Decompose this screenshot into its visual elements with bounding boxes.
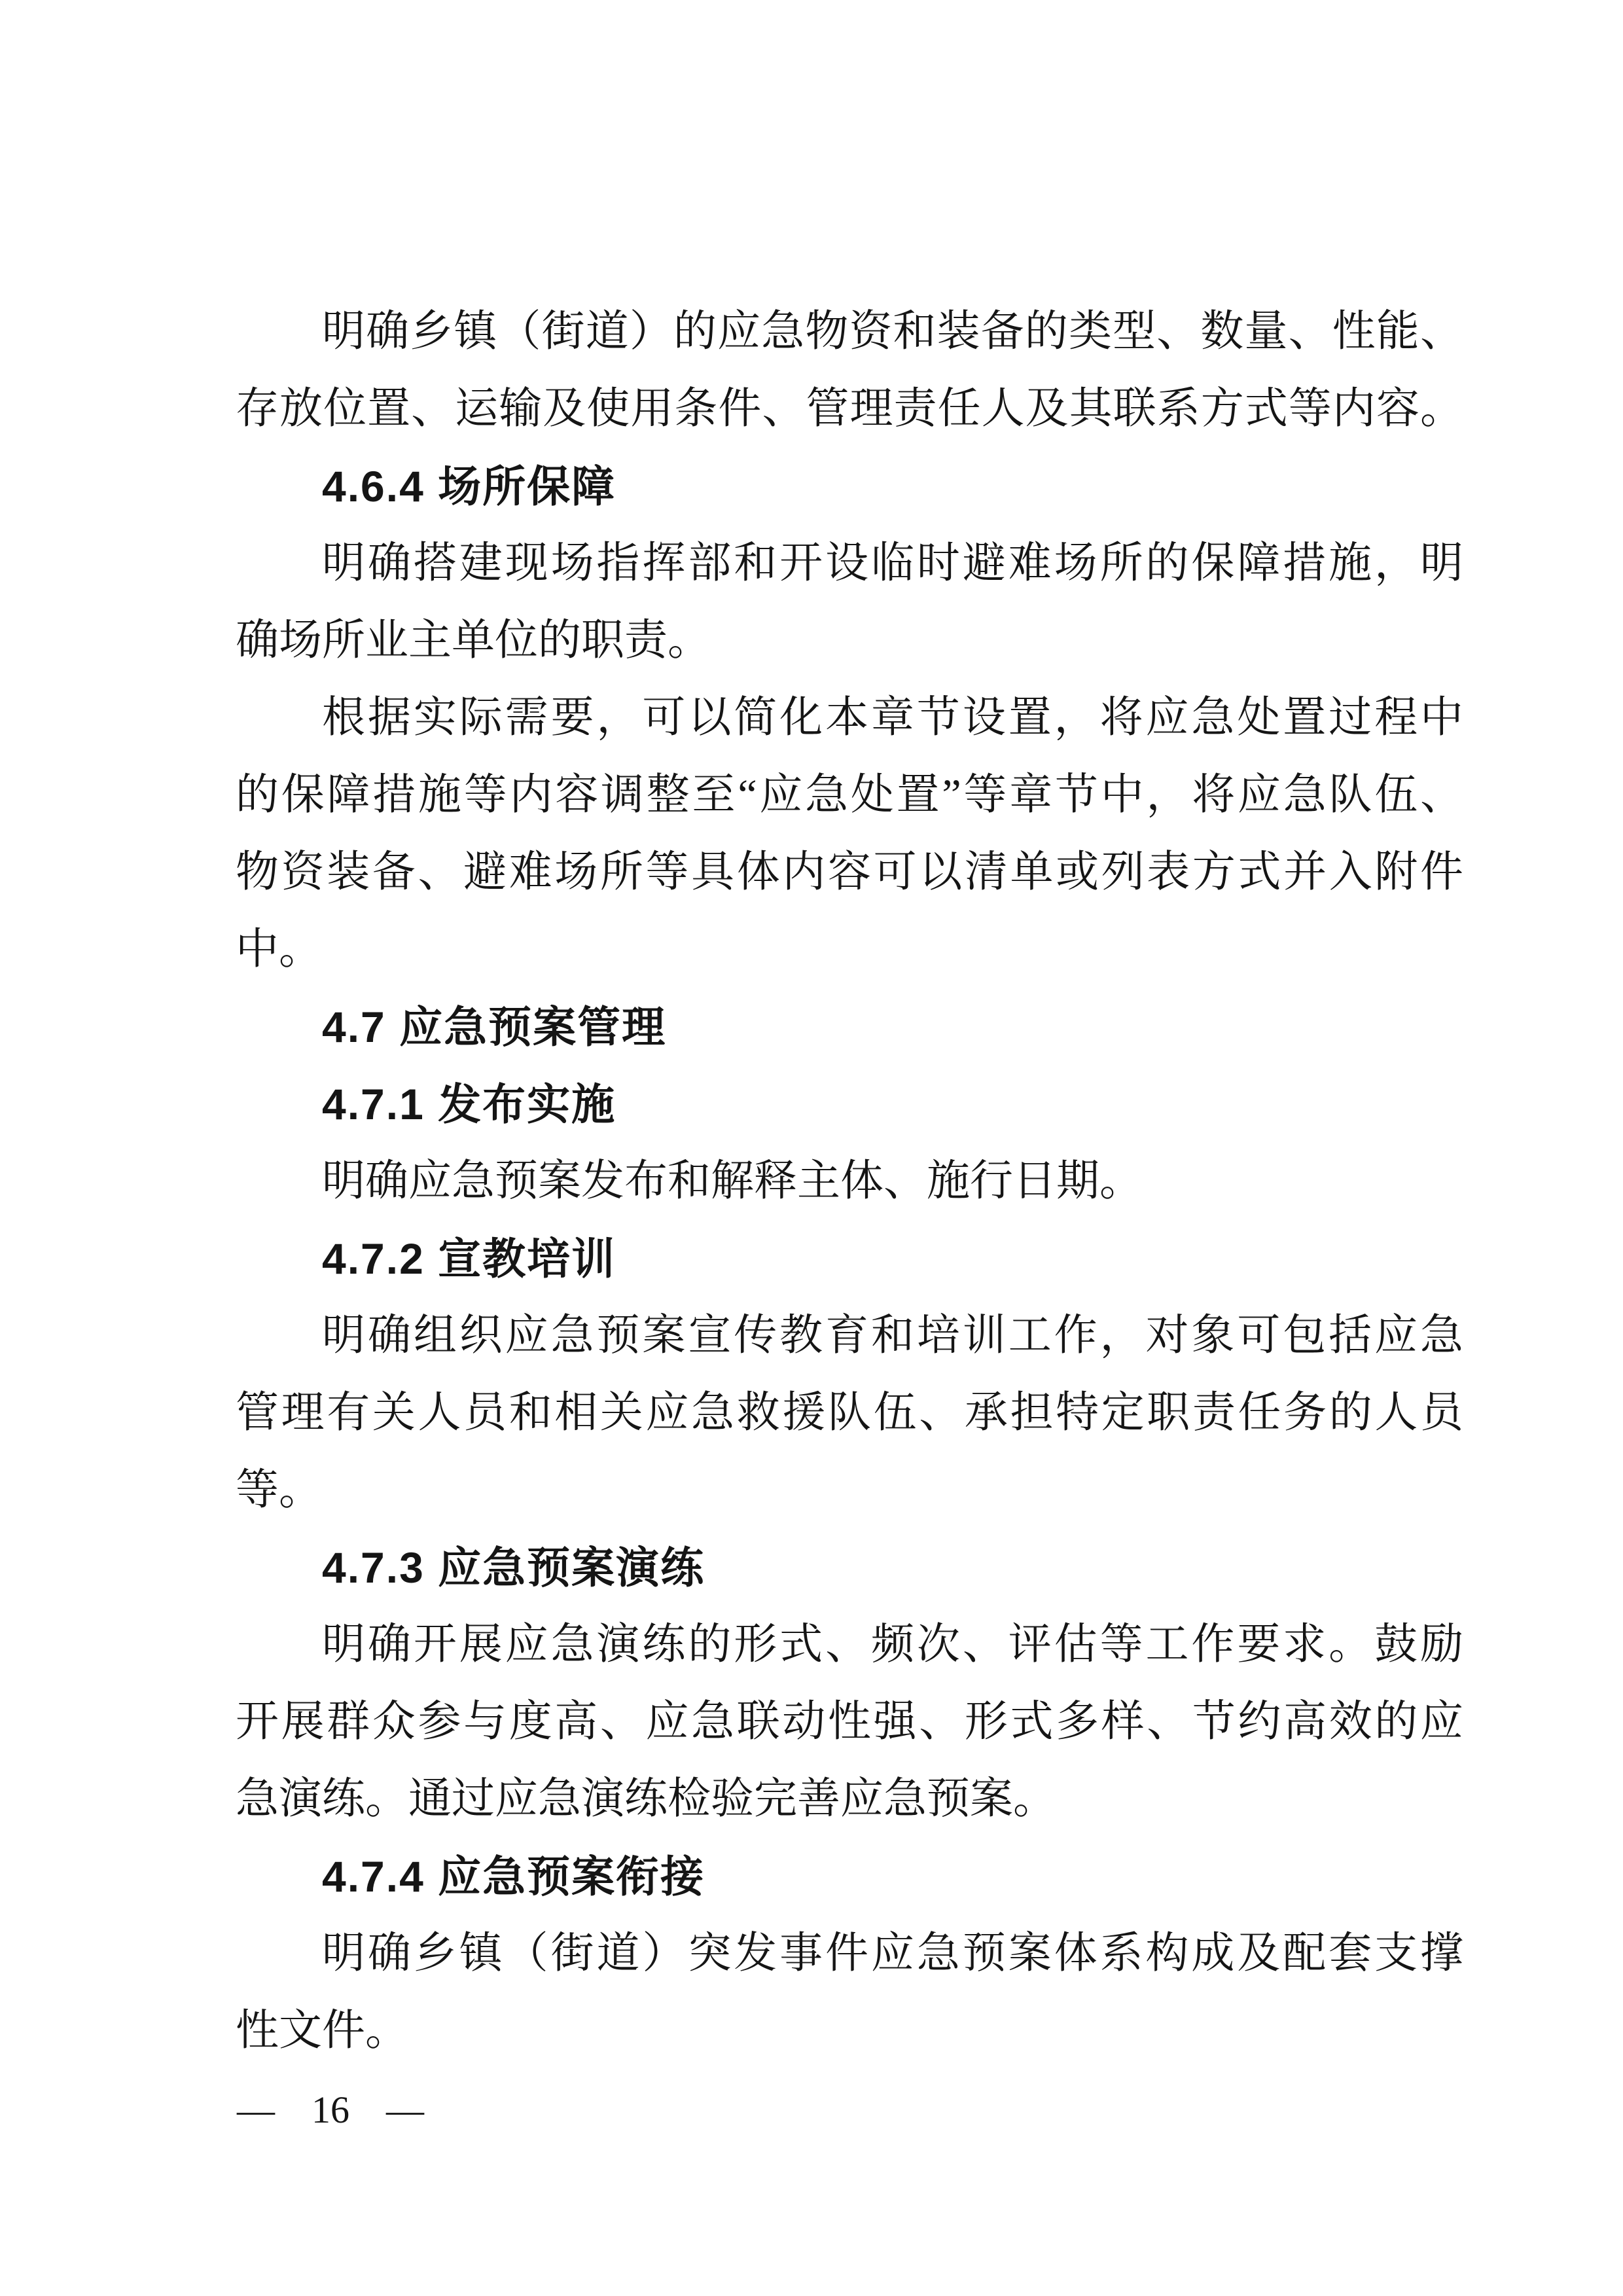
- heading-4-6-4: 4.6.4 场所保障: [322, 462, 616, 511]
- paragraph-line: 明确乡镇（街道）突发事件应急预案体系构成及配套支撑: [322, 1929, 1463, 1977]
- footer-dash-left: —: [237, 2089, 275, 2131]
- heading-4-7-1: 4.7.1 发布实施: [322, 1080, 616, 1128]
- page-number: 16: [312, 2089, 349, 2131]
- paragraph-line: 存放位置、运输及使用条件、管理责任人及其联系方式等内容。: [236, 385, 1463, 433]
- paragraph-line: 物资装备、避难场所等具体内容可以清单或列表方式并入附件: [236, 848, 1463, 896]
- heading-4-7-3: 4.7.3 应急预案演练: [322, 1543, 705, 1592]
- paragraph-line: 管理有关人员和相关应急救援队伍、承担特定职责任务的人员: [236, 1389, 1463, 1437]
- footer-dash-right: —: [386, 2089, 424, 2131]
- paragraph-line: 确场所业主单位的职责。: [236, 617, 711, 664]
- heading-4-7: 4.7 应急预案管理: [322, 1003, 667, 1051]
- paragraph-line: 的保障措施等内容调整至“应急处置”等章节中，将应急队伍、: [236, 771, 1463, 819]
- paragraph-line: 明确应急预案发布和解释主体、施行日期。: [322, 1157, 1143, 1205]
- heading-4-7-4: 4.7.4 应急预案衔接: [322, 1852, 705, 1901]
- paragraph-line: 等。: [236, 1466, 322, 1514]
- paragraph-line: 明确搭建现场指挥部和开设临时避难场所的保障措施，明: [322, 539, 1463, 587]
- document-body: [236, 293, 1463, 2070]
- paragraph-line: 根据实际需要，可以简化本章节设置，将应急处置过程中: [322, 694, 1463, 742]
- paragraph-line: 性文件。: [236, 2007, 408, 2054]
- page-footer: [237, 2084, 424, 2136]
- paragraph-line: 明确组织应急预案宣传教育和培训工作，对象可包括应急: [322, 1312, 1463, 1359]
- paragraph-line: 急演练。通过应急演练检验完善应急预案。: [236, 1775, 1056, 1823]
- paragraph-line: 明确开展应急演练的形式、频次、评估等工作要求。鼓励: [322, 1621, 1463, 1668]
- heading-4-7-2: 4.7.2 宣教培训: [322, 1234, 616, 1283]
- paragraph-line: 开展群众参与度高、应急联动性强、形式多样、节约高效的应: [236, 1698, 1463, 1746]
- paragraph-line: 明确乡镇（街道）的应急物资和装备的类型、数量、性能、: [322, 308, 1463, 355]
- paragraph-line: 中。: [236, 925, 322, 973]
